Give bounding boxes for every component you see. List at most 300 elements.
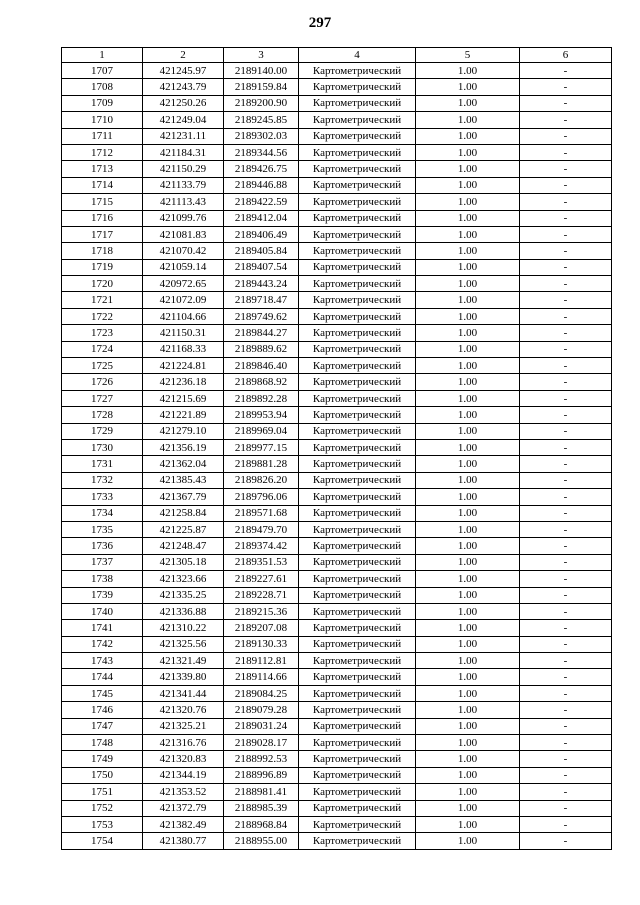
table-cell: 421353.52 bbox=[143, 784, 224, 800]
table-cell: 421310.22 bbox=[143, 620, 224, 636]
table-cell: 1748 bbox=[62, 735, 143, 751]
table-cell: 1738 bbox=[62, 571, 143, 587]
table-cell: - bbox=[520, 194, 612, 210]
table-cell: 1722 bbox=[62, 308, 143, 324]
table-cell: 421320.76 bbox=[143, 702, 224, 718]
table-cell: 1.00 bbox=[416, 79, 520, 95]
table-row bbox=[62, 95, 612, 111]
table-cell: 1.00 bbox=[416, 439, 520, 455]
table-cell: - bbox=[520, 79, 612, 95]
table-cell: 2189405.84 bbox=[224, 243, 299, 259]
table-row bbox=[62, 210, 612, 226]
table-cell: 2189344.56 bbox=[224, 144, 299, 160]
table-cell: Картометрический bbox=[299, 587, 416, 603]
header-cell: 2 bbox=[143, 48, 224, 63]
table-cell: Картометрический bbox=[299, 816, 416, 832]
table-cell: Картометрический bbox=[299, 161, 416, 177]
table-cell: 1.00 bbox=[416, 669, 520, 685]
table-cell: 1718 bbox=[62, 243, 143, 259]
table-cell: 2188968.84 bbox=[224, 816, 299, 832]
table-row bbox=[62, 112, 612, 128]
table-cell: 1740 bbox=[62, 603, 143, 619]
table-cell: Картометрический bbox=[299, 63, 416, 79]
table-cell: 2189422.59 bbox=[224, 194, 299, 210]
table-row bbox=[62, 538, 612, 554]
table-cell: Картометрический bbox=[299, 620, 416, 636]
table-cell: Картометрический bbox=[299, 276, 416, 292]
table-cell: 421321.49 bbox=[143, 653, 224, 669]
table-cell: 2189892.28 bbox=[224, 390, 299, 406]
table-row bbox=[62, 276, 612, 292]
table-cell: 1.00 bbox=[416, 177, 520, 193]
table-cell: 2189215.36 bbox=[224, 603, 299, 619]
table-cell: 1.00 bbox=[416, 276, 520, 292]
header-cell: 4 bbox=[299, 48, 416, 63]
table-cell: 421059.14 bbox=[143, 259, 224, 275]
table-cell: 2189846.40 bbox=[224, 358, 299, 374]
table-cell: 2189718.47 bbox=[224, 292, 299, 308]
table-cell: Картометрический bbox=[299, 95, 416, 111]
table-cell: - bbox=[520, 374, 612, 390]
table-cell: Картометрический bbox=[299, 292, 416, 308]
table-row bbox=[62, 308, 612, 324]
table-cell: 1.00 bbox=[416, 587, 520, 603]
table-cell: 1.00 bbox=[416, 620, 520, 636]
table-cell: - bbox=[520, 390, 612, 406]
table-cell: 421316.76 bbox=[143, 735, 224, 751]
table-cell: 421380.77 bbox=[143, 833, 224, 849]
table-cell: 1.00 bbox=[416, 292, 520, 308]
table-cell: 421150.31 bbox=[143, 325, 224, 341]
table-row bbox=[62, 144, 612, 160]
table-cell: - bbox=[520, 407, 612, 423]
table-cell: Картометрический bbox=[299, 128, 416, 144]
table-cell: 1.00 bbox=[416, 571, 520, 587]
table-cell: 1.00 bbox=[416, 718, 520, 734]
table-cell: Картометрический bbox=[299, 374, 416, 390]
table-cell: Картометрический bbox=[299, 194, 416, 210]
table-cell: - bbox=[520, 587, 612, 603]
table-cell: 1709 bbox=[62, 95, 143, 111]
table-cell: - bbox=[520, 144, 612, 160]
table-row bbox=[62, 620, 612, 636]
table-cell: 1.00 bbox=[416, 702, 520, 718]
table-cell: Картометрический bbox=[299, 226, 416, 242]
table-cell: 1.00 bbox=[416, 341, 520, 357]
table-cell: - bbox=[520, 620, 612, 636]
table-cell: - bbox=[520, 210, 612, 226]
table-cell: Картометрический bbox=[299, 653, 416, 669]
table-cell: - bbox=[520, 472, 612, 488]
table-cell: 1.00 bbox=[416, 194, 520, 210]
table-cell: Картометрический bbox=[299, 439, 416, 455]
table-cell: 1.00 bbox=[416, 210, 520, 226]
table-cell: 1.00 bbox=[416, 456, 520, 472]
table-cell: 421336.88 bbox=[143, 603, 224, 619]
table-cell: 2189479.70 bbox=[224, 521, 299, 537]
table-cell: - bbox=[520, 63, 612, 79]
table-cell: 2189406.49 bbox=[224, 226, 299, 242]
table-row bbox=[62, 128, 612, 144]
table-cell: - bbox=[520, 702, 612, 718]
table-row bbox=[62, 784, 612, 800]
table-cell: 421323.66 bbox=[143, 571, 224, 587]
table-cell: - bbox=[520, 128, 612, 144]
table-cell: 1715 bbox=[62, 194, 143, 210]
table-cell: Картометрический bbox=[299, 784, 416, 800]
table-cell: - bbox=[520, 571, 612, 587]
table-cell: 421367.79 bbox=[143, 489, 224, 505]
table-cell: 1.00 bbox=[416, 554, 520, 570]
table-cell: 1743 bbox=[62, 653, 143, 669]
table-cell: 2189868.92 bbox=[224, 374, 299, 390]
table-cell: Картометрический bbox=[299, 571, 416, 587]
table-cell: - bbox=[520, 259, 612, 275]
table-cell: 421279.10 bbox=[143, 423, 224, 439]
header-cell: 5 bbox=[416, 48, 520, 63]
table-cell: 1710 bbox=[62, 112, 143, 128]
table-row bbox=[62, 226, 612, 242]
table-cell: Картометрический bbox=[299, 685, 416, 701]
table-cell: Картометрический bbox=[299, 538, 416, 554]
table-cell: Картометрический bbox=[299, 521, 416, 537]
table-cell: 2189114.66 bbox=[224, 669, 299, 685]
table-cell: Картометрический bbox=[299, 489, 416, 505]
table-row bbox=[62, 341, 612, 357]
table-row bbox=[62, 374, 612, 390]
table-cell: 421215.69 bbox=[143, 390, 224, 406]
table-cell: - bbox=[520, 636, 612, 652]
table-cell: 1724 bbox=[62, 341, 143, 357]
table-cell: Картометрический bbox=[299, 735, 416, 751]
table-row bbox=[62, 259, 612, 275]
table-cell: 2189130.33 bbox=[224, 636, 299, 652]
table-cell: 1.00 bbox=[416, 472, 520, 488]
table-cell: 1739 bbox=[62, 587, 143, 603]
table-cell: 2189446.88 bbox=[224, 177, 299, 193]
table-cell: 421221.89 bbox=[143, 407, 224, 423]
table-cell: 1741 bbox=[62, 620, 143, 636]
table-row bbox=[62, 358, 612, 374]
table-cell: Картометрический bbox=[299, 554, 416, 570]
table-cell: Картометрический bbox=[299, 751, 416, 767]
table-cell: 421362.04 bbox=[143, 456, 224, 472]
table-cell: 1.00 bbox=[416, 407, 520, 423]
table-cell: - bbox=[520, 112, 612, 128]
table-row bbox=[62, 800, 612, 816]
table-cell: 1736 bbox=[62, 538, 143, 554]
table-cell: Картометрический bbox=[299, 718, 416, 734]
table-cell: 421385.43 bbox=[143, 472, 224, 488]
table-cell: 1744 bbox=[62, 669, 143, 685]
table-cell: 421070.42 bbox=[143, 243, 224, 259]
table-cell: - bbox=[520, 653, 612, 669]
table-cell: 2189571.68 bbox=[224, 505, 299, 521]
table-row bbox=[62, 79, 612, 95]
table-cell: 1.00 bbox=[416, 833, 520, 849]
table-row bbox=[62, 161, 612, 177]
table-cell: 421168.33 bbox=[143, 341, 224, 357]
table-cell: 1.00 bbox=[416, 784, 520, 800]
table-cell: 1750 bbox=[62, 767, 143, 783]
table-cell: - bbox=[520, 669, 612, 685]
table-row bbox=[62, 325, 612, 341]
table-cell: - bbox=[520, 489, 612, 505]
table-cell: 1.00 bbox=[416, 243, 520, 259]
table-cell: Картометрический bbox=[299, 144, 416, 160]
table-row bbox=[62, 505, 612, 521]
table-cell: - bbox=[520, 800, 612, 816]
table-cell: 2189112.81 bbox=[224, 653, 299, 669]
table-cell: Картометрический bbox=[299, 308, 416, 324]
table-cell: Картометрический bbox=[299, 358, 416, 374]
table-cell: 2188981.41 bbox=[224, 784, 299, 800]
table-cell: 421150.29 bbox=[143, 161, 224, 177]
table-cell: 2189227.61 bbox=[224, 571, 299, 587]
table-cell: 1727 bbox=[62, 390, 143, 406]
table-cell: 1753 bbox=[62, 816, 143, 832]
table-cell: - bbox=[520, 161, 612, 177]
table-cell: 1725 bbox=[62, 358, 143, 374]
table-cell: Картометрический bbox=[299, 702, 416, 718]
table-cell: 2189881.28 bbox=[224, 456, 299, 472]
table-cell: 1716 bbox=[62, 210, 143, 226]
table-cell: 2189412.04 bbox=[224, 210, 299, 226]
table-cell: 1.00 bbox=[416, 538, 520, 554]
table-cell: 2188992.53 bbox=[224, 751, 299, 767]
table-cell: 421335.25 bbox=[143, 587, 224, 603]
table-cell: - bbox=[520, 718, 612, 734]
table-cell: - bbox=[520, 292, 612, 308]
table-cell: - bbox=[520, 439, 612, 455]
table-cell: Картометрический bbox=[299, 79, 416, 95]
table-row bbox=[62, 603, 612, 619]
table-cell: - bbox=[520, 308, 612, 324]
table-body bbox=[62, 48, 612, 850]
table-row bbox=[62, 456, 612, 472]
table-cell: - bbox=[520, 423, 612, 439]
table-row bbox=[62, 292, 612, 308]
table-cell: 421225.87 bbox=[143, 521, 224, 537]
table-cell: 1.00 bbox=[416, 308, 520, 324]
table-cell: 2189749.62 bbox=[224, 308, 299, 324]
table-cell: 421184.31 bbox=[143, 144, 224, 160]
table-cell: 421224.81 bbox=[143, 358, 224, 374]
table-cell: - bbox=[520, 177, 612, 193]
table-cell: 1719 bbox=[62, 259, 143, 275]
header-cell: 1 bbox=[62, 48, 143, 63]
table-cell: 1752 bbox=[62, 800, 143, 816]
table-cell: 1.00 bbox=[416, 603, 520, 619]
table-cell: 1.00 bbox=[416, 358, 520, 374]
table-cell: 1.00 bbox=[416, 685, 520, 701]
table-cell: 1729 bbox=[62, 423, 143, 439]
table-cell: 1.00 bbox=[416, 259, 520, 275]
table-row bbox=[62, 423, 612, 439]
table-cell: 421320.83 bbox=[143, 751, 224, 767]
table-cell: 1726 bbox=[62, 374, 143, 390]
table-row bbox=[62, 407, 612, 423]
table-row bbox=[62, 489, 612, 505]
table-cell: 2189969.04 bbox=[224, 423, 299, 439]
table-cell: 1.00 bbox=[416, 751, 520, 767]
table-row bbox=[62, 718, 612, 734]
table-cell: 2189079.28 bbox=[224, 702, 299, 718]
table-cell: 2189443.24 bbox=[224, 276, 299, 292]
table-cell: 1.00 bbox=[416, 800, 520, 816]
table-cell: 1751 bbox=[62, 784, 143, 800]
table-cell: Картометрический bbox=[299, 259, 416, 275]
table-cell: 1708 bbox=[62, 79, 143, 95]
table-row bbox=[62, 636, 612, 652]
table-cell: - bbox=[520, 505, 612, 521]
table-row bbox=[62, 243, 612, 259]
table-row bbox=[62, 472, 612, 488]
table-row bbox=[62, 177, 612, 193]
table-cell: 1713 bbox=[62, 161, 143, 177]
table-cell: 421339.80 bbox=[143, 669, 224, 685]
table-cell: Картометрический bbox=[299, 423, 416, 439]
table-cell: 2189031.24 bbox=[224, 718, 299, 734]
table-cell: 2189826.20 bbox=[224, 472, 299, 488]
table-cell: 421250.26 bbox=[143, 95, 224, 111]
table-cell: - bbox=[520, 325, 612, 341]
table-cell: 2189207.08 bbox=[224, 620, 299, 636]
table-cell: 421249.04 bbox=[143, 112, 224, 128]
table-header-row bbox=[62, 48, 612, 63]
table-cell: 2189426.75 bbox=[224, 161, 299, 177]
table-cell: 1.00 bbox=[416, 505, 520, 521]
table-cell: 1707 bbox=[62, 63, 143, 79]
table-cell: 1721 bbox=[62, 292, 143, 308]
table-cell: 1732 bbox=[62, 472, 143, 488]
table-cell: 1.00 bbox=[416, 423, 520, 439]
table-cell: 1.00 bbox=[416, 521, 520, 537]
table-cell: 1734 bbox=[62, 505, 143, 521]
table-cell: - bbox=[520, 554, 612, 570]
coordinates-table bbox=[61, 47, 612, 850]
table-row bbox=[62, 669, 612, 685]
table-cell: - bbox=[520, 538, 612, 554]
table-cell: 1.00 bbox=[416, 226, 520, 242]
table-cell: 1.00 bbox=[416, 636, 520, 652]
table-cell: 1749 bbox=[62, 751, 143, 767]
table-row bbox=[62, 390, 612, 406]
table-cell: - bbox=[520, 521, 612, 537]
table-cell: Картометрический bbox=[299, 800, 416, 816]
table-cell: 1730 bbox=[62, 439, 143, 455]
table-row bbox=[62, 751, 612, 767]
table-cell: - bbox=[520, 341, 612, 357]
table-cell: 1711 bbox=[62, 128, 143, 144]
header-cell: 6 bbox=[520, 48, 612, 63]
table-row bbox=[62, 702, 612, 718]
table-cell: 1745 bbox=[62, 685, 143, 701]
table-cell: 1731 bbox=[62, 456, 143, 472]
table-cell: Картометрический bbox=[299, 243, 416, 259]
table-cell: 2189351.53 bbox=[224, 554, 299, 570]
table-cell: - bbox=[520, 833, 612, 849]
table-cell: 1733 bbox=[62, 489, 143, 505]
table-cell: 1.00 bbox=[416, 95, 520, 111]
table-cell: 421113.43 bbox=[143, 194, 224, 210]
table-cell: 2188996.89 bbox=[224, 767, 299, 783]
table-cell: 421258.84 bbox=[143, 505, 224, 521]
table-cell: Картометрический bbox=[299, 505, 416, 521]
table-cell: - bbox=[520, 456, 612, 472]
table-cell: 2189140.00 bbox=[224, 63, 299, 79]
table-cell: 2189159.84 bbox=[224, 79, 299, 95]
table-cell: 1.00 bbox=[416, 112, 520, 128]
table-cell: 2189844.27 bbox=[224, 325, 299, 341]
table-cell: 421072.09 bbox=[143, 292, 224, 308]
table-row bbox=[62, 653, 612, 669]
table-cell: - bbox=[520, 735, 612, 751]
table-cell: 2189407.54 bbox=[224, 259, 299, 275]
table-cell: - bbox=[520, 358, 612, 374]
table-cell: 1747 bbox=[62, 718, 143, 734]
table-cell: 421231.11 bbox=[143, 128, 224, 144]
table-cell: 1714 bbox=[62, 177, 143, 193]
table-cell: 2189228.71 bbox=[224, 587, 299, 603]
table-cell: - bbox=[520, 603, 612, 619]
table-cell: - bbox=[520, 751, 612, 767]
table-cell: 1.00 bbox=[416, 390, 520, 406]
table-cell: 1.00 bbox=[416, 63, 520, 79]
table-row bbox=[62, 735, 612, 751]
table-cell: 1.00 bbox=[416, 325, 520, 341]
table-cell: - bbox=[520, 816, 612, 832]
table-cell: 2189977.15 bbox=[224, 439, 299, 455]
table-cell: 1735 bbox=[62, 521, 143, 537]
table-cell: Картометрический bbox=[299, 407, 416, 423]
table-cell: 1.00 bbox=[416, 816, 520, 832]
table-cell: 1746 bbox=[62, 702, 143, 718]
table-cell: Картометрический bbox=[299, 603, 416, 619]
table-cell: 421236.18 bbox=[143, 374, 224, 390]
table-cell: 2188955.00 bbox=[224, 833, 299, 849]
table-cell: 421344.19 bbox=[143, 767, 224, 783]
table-cell: Картометрический bbox=[299, 210, 416, 226]
table-cell: 1717 bbox=[62, 226, 143, 242]
table-cell: - bbox=[520, 276, 612, 292]
page-number: 297 bbox=[308, 15, 332, 31]
table-cell: 1742 bbox=[62, 636, 143, 652]
table-cell: 1.00 bbox=[416, 374, 520, 390]
table-cell: - bbox=[520, 95, 612, 111]
table-cell: - bbox=[520, 226, 612, 242]
table-cell: 2189028.17 bbox=[224, 735, 299, 751]
table-cell: 421341.44 bbox=[143, 685, 224, 701]
table-cell: 421248.47 bbox=[143, 538, 224, 554]
table-cell: 1.00 bbox=[416, 128, 520, 144]
table-cell: - bbox=[520, 784, 612, 800]
table-cell: 421104.66 bbox=[143, 308, 224, 324]
table-cell: 421325.21 bbox=[143, 718, 224, 734]
table-cell: 421243.79 bbox=[143, 79, 224, 95]
table-row bbox=[62, 816, 612, 832]
table-cell: 2189302.03 bbox=[224, 128, 299, 144]
table-cell: Картометрический bbox=[299, 177, 416, 193]
header-cell: 3 bbox=[224, 48, 299, 63]
table-cell: 421081.83 bbox=[143, 226, 224, 242]
table-cell: 2189084.25 bbox=[224, 685, 299, 701]
table-cell: 421382.49 bbox=[143, 816, 224, 832]
table-cell: 421356.19 bbox=[143, 439, 224, 455]
table-cell: 421099.76 bbox=[143, 210, 224, 226]
table-row bbox=[62, 194, 612, 210]
table-cell: 420972.65 bbox=[143, 276, 224, 292]
